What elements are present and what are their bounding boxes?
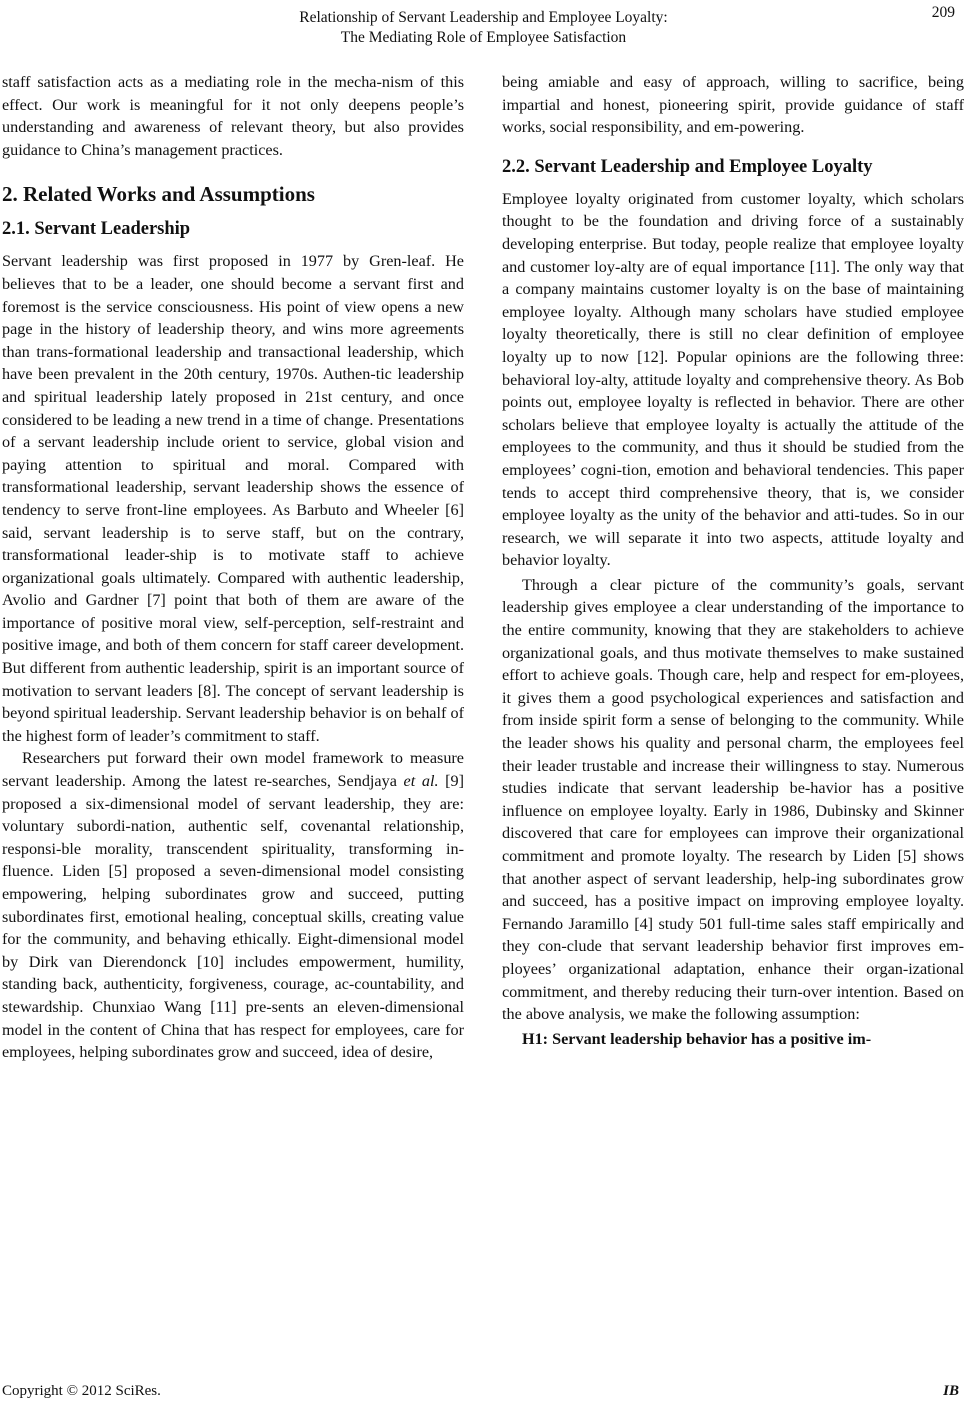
running-title — [200, 8, 767, 48]
section-2-heading: 2. Related Works and Assumptions — [2, 182, 315, 207]
page-header — [0, 0, 967, 52]
et-al-italic: et al. — [403, 772, 439, 791]
section-2-2-heading: 2.2. Servant Leadership and Employee Loyalty — [502, 156, 873, 177]
journal-abbreviation: IB — [943, 1383, 959, 1399]
hypothesis-h1: H1: Servant leadership behavior has a positive im- — [522, 1029, 872, 1048]
left-column — [2, 71, 464, 1064]
intro-paragraph: staff satisfaction acts as a mediating role in the mecha-nism of this effect. Our work is meaningful for it not only deepens people’s understanding and awareness of relevant theory, but also provides guidance to China’s management practices. — [2, 73, 464, 159]
community-goals-paragraph: Through a clear picture of the community’s goals, servant leadership gives employee a clear understanding of the importance to the entire community, knowing that they are stakeholders to achieve organizational goals, and thus motivate themselves to make sustained effort to achieve goals. Though care, help and respect for em-ployees, it gives them a good psychological experiences and satisfaction and from inside spirit form a sense of belonging to the community. While the leader shows his quality and personal charm, the employees feel their leader trustable and increase their willingness to stay. Numerous studies indicate that servant leadership be-havior has a positive influence on employee loyalty. Early in 1986, Dubinsky and Skinner discovered that care for employees can improve their organizational commitment and promote loyalty. The research by Liden [5] shows that another aspect of servant leadership, help-ing subordinates grow and succeed, has a positive impact on improving employee loyalty. Fernando Jaramillo [4] study 501 full-time sales staff empirically and they con-clude that servant leadership behavior first improves em-ployees’ organizational adaptation, enhance their organ-izational commitment, and thereby reducing their turn-over intention. Based on the above analysis, we make the following assumption: — [502, 575, 964, 1024]
model-framework-text-end: [9] proposed a six-dimensional model of servant leadership, they are: voluntary subordi-nation, authentic self, covenantal relationship, responsi-ble morality, transcendent spirituality, transforming in-fluence. Liden [5] proposed a seven-dimensional model consisting empowering, helping subordinates grow and succeed, putting subordinates first, emotional healing, conceptual skills, creating value for the community, and behaving ethically. Eight-dimensional model by Dirk van Dierendonck [10] includes empowerment, humility, standing back, authenticity, forgiveness, courage, ac-countability, and stewardship. Chunxiao Wang [11] pre-sents an eleven-dimensional model in the content of China that has respect for employees, care for employees, helping subordinates grow and succeed, idea of desire, — [2, 772, 465, 1062]
servant-leadership-paragraph: Servant leadership was first proposed in 1977 by Gren-leaf. He believes that to be a leader, one should become a servant first and foremost is the service consciousness. His point of view opens a new page in the history of leadership theory, and wins more agreements than trans-formational leadership and transactional leadership, which have been prevalent in the 20th century, 1970s. Authen-tic leadership and spiritual leadership lately proposed in 21st century, and once considered to be leading a new trend in a time of change. Presentations of a servant leadership include orient to service, global vision and paying attention to spiritual and moral. Compared with transformational leadership, servant leadership shows the essence of tendency to serve front-line employees. As Barbuto and Wheeler [6] said, servant leadership is to serve staff, but on the contrary, transformational leader-ship is to motivate staff to achieve organizational goals ultimately. Compared with authentic leadership, Avolio and Gardner [7] point that both of them are aware of the importance of positive moral view, self-perception, self-restraint and positive image, and both of them concern for staff career development. But different from authentic leadership, spirit is an important source of motivation to servant leaders [8]. The concept of servant leadership is beyond spiritual leadership. Servant leadership behavior is on behalf of the highest form of leader’s commitment to staff. — [2, 252, 464, 745]
running-title-line-1: Relationship of Servant Leadership and Employee Loyalty: — [299, 9, 668, 26]
continued-paragraph: being amiable and easy of approach, willing to sacrifice, being impartial and honest, pioneering spirit, provide guidance of staff works, social responsibility, and em-powering. — [502, 73, 964, 137]
running-title-line-2: The Mediating Role of Employee Satisfaction — [340, 29, 627, 46]
model-framework-text-start: Researchers put forward their own model framework to measure servant leadership. Among the latest re-searches, Sendjaya — [2, 749, 464, 791]
copyright-notice: Copyright © 2012 SciRes. — [2, 1383, 161, 1399]
right-column — [502, 71, 964, 1050]
page-number: 209 — [931, 4, 955, 21]
employee-loyalty-paragraph: Employee loyalty originated from customer loyalty, which scholars thought to be the foundation and driving force of a sustainably developing enterprise. But today, people realize that employee loyalty and customer loy-alty are of equal importance [11]. The only way that a company maintains customer loyalty is on the base of maintaining employee loyalty. Although many scholars have studied employee loyalty theoretically, there is still no clear definition of employee loyalty up to now [12]. Popular opinions are the following three: behavioral loy-alty, attitude loyalty and comprehensive theory. As Bob points out, employee loyalty is reflected in behavior. There are other scholars believe that employee loyalty is actually the attitude of the employees to the community, and thus it should be studied from the employees’ cogni-tion, emotion and behavioral tendencies. This paper tends to accept third comprehensive theory, that is, we consider employee loyalty as the unity of the behavior and atti-tudes. So in our research, we will separate it into two aspects, attitude loyalty and behavior loyalty. — [502, 189, 964, 570]
section-2-1-heading: 2.1. Servant Leadership — [2, 219, 191, 240]
model-framework-paragraph — [2, 747, 464, 1063]
